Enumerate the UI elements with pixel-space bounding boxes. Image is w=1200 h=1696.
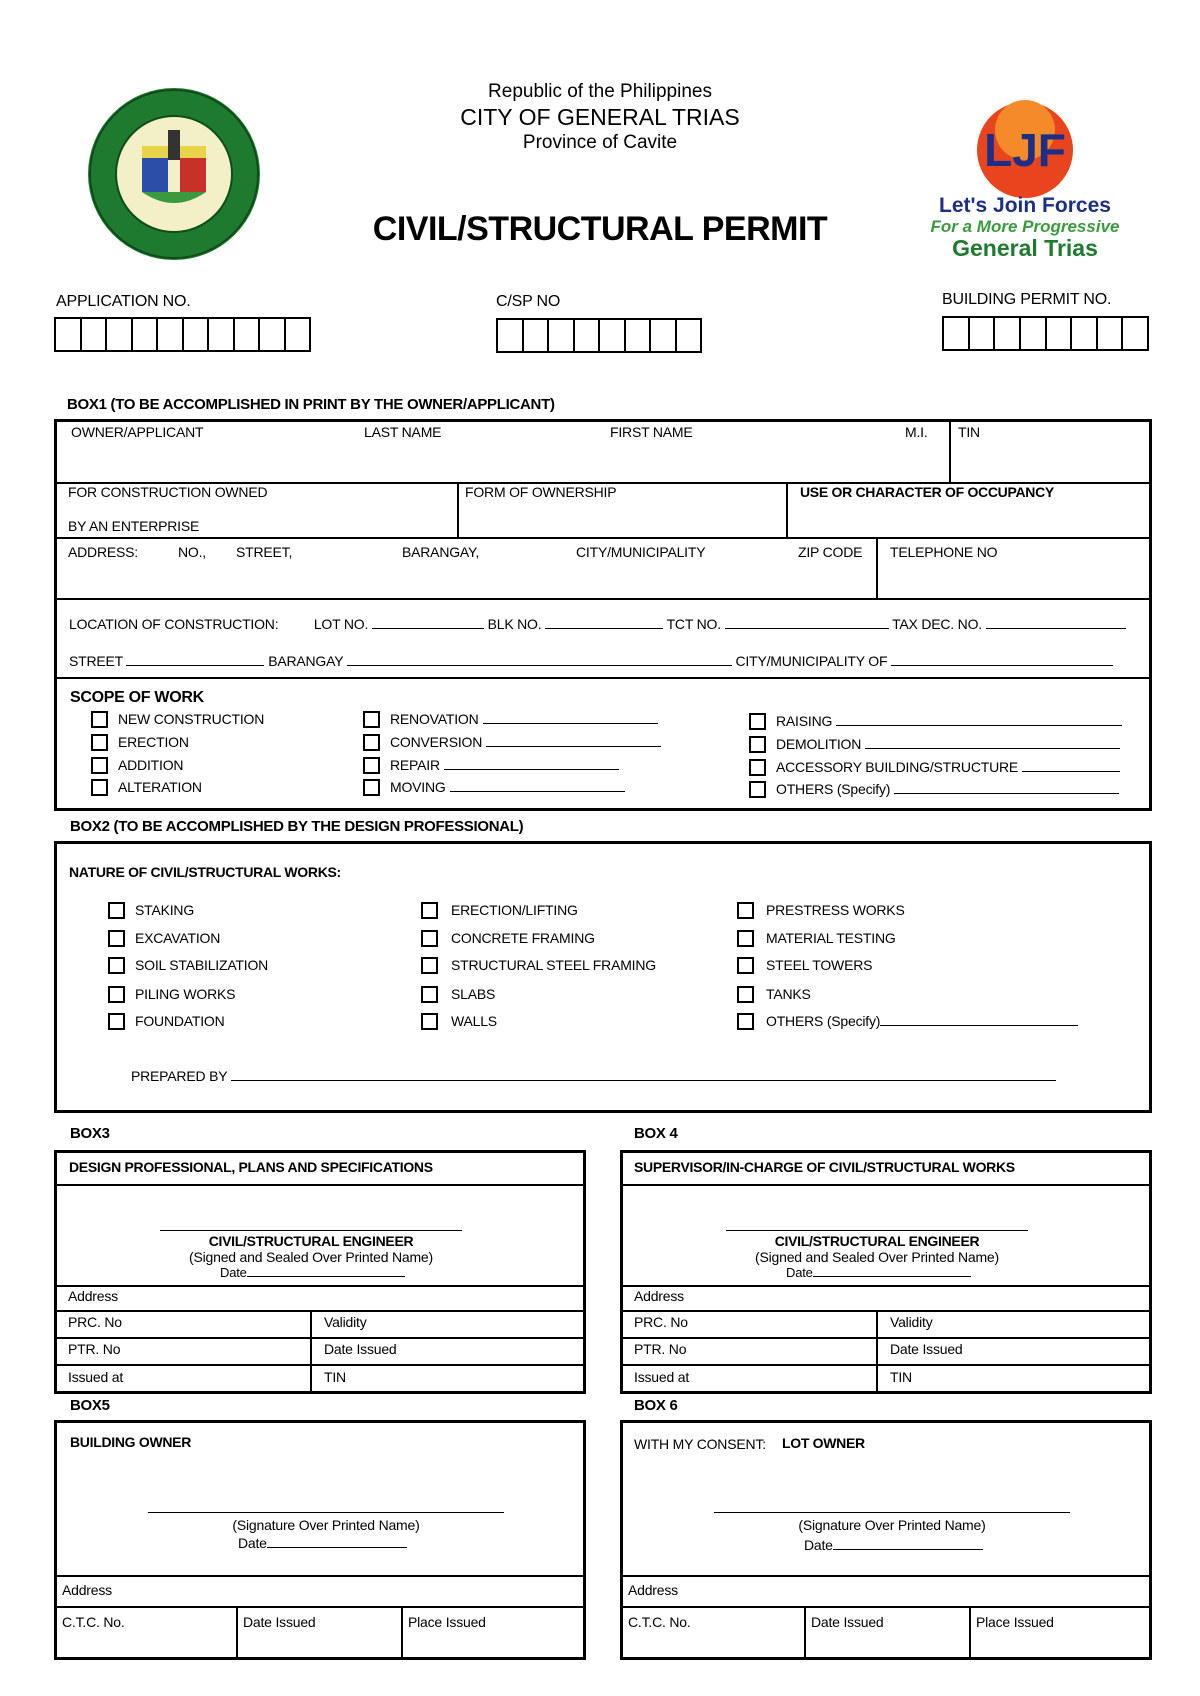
- address-label: ADDRESS:: [68, 544, 138, 560]
- box6-date-row: Date: [804, 1537, 983, 1553]
- for-construction-label: FOR CONSTRUCTION OWNED: [68, 484, 268, 500]
- checkbox-moving[interactable]: [363, 779, 380, 796]
- field-others-specify[interactable]: [880, 1013, 1078, 1026]
- address-field[interactable]: [60, 562, 870, 594]
- scope-of-work-label: SCOPE OF WORK: [70, 689, 204, 706]
- checkbox-structural-steel-framing[interactable]: [421, 957, 438, 974]
- box4-date-field[interactable]: [813, 1266, 971, 1277]
- box5-place-issued-label: Place Issued: [408, 1614, 486, 1630]
- address-street-label: STREET,: [236, 544, 293, 560]
- box6-consent-label: WITH MY CONSENT:: [634, 1436, 766, 1452]
- label-prestress-works: PRESTRESS WORKS: [766, 902, 905, 918]
- checkbox-material-testing[interactable]: [737, 930, 754, 947]
- field-repair[interactable]: [444, 757, 619, 770]
- tin-label: TIN: [958, 424, 980, 440]
- location-row-2: [69, 653, 1113, 669]
- box3-date-field[interactable]: [247, 1266, 405, 1277]
- checkbox-foundation[interactable]: [108, 1013, 125, 1030]
- checkbox-conversion[interactable]: [363, 734, 380, 751]
- checkbox-addition[interactable]: [91, 757, 108, 774]
- zip-code-label: ZIP CODE: [798, 544, 863, 560]
- ownership-field[interactable]: [462, 500, 782, 532]
- box5-date-field[interactable]: [267, 1535, 407, 1548]
- checkbox-others-specify[interactable]: [737, 1013, 754, 1030]
- label-foundation: FOUNDATION: [135, 1013, 225, 1029]
- box4-engineer-label: CIVIL/STRUCTURAL ENGINEER: [774, 1233, 980, 1249]
- nature-of-works-label: NATURE OF CIVIL/STRUCTURAL WORKS:: [69, 864, 341, 880]
- label-tanks: TANKS: [766, 986, 811, 1002]
- box3-label: BOX3: [70, 1125, 110, 1142]
- box4-ptr-no-label: PTR. No: [634, 1341, 687, 1357]
- province-text: Province of Cavite: [522, 132, 678, 153]
- label-walls: WALLS: [451, 1013, 497, 1029]
- box4-label: BOX 4: [634, 1125, 678, 1142]
- checkbox-prestress-works[interactable]: [737, 902, 754, 919]
- address-no-label: NO.,: [178, 544, 206, 560]
- telephone-no-label: TELEPHONE NO: [890, 544, 998, 560]
- occupancy-field[interactable]: [792, 500, 1147, 532]
- address-city-label: CITY/MUNICIPALITY: [576, 544, 706, 560]
- ljf-logo: [970, 100, 1080, 200]
- checkbox-alteration[interactable]: [91, 779, 108, 796]
- building-permit-no-boxes[interactable]: [942, 316, 1149, 351]
- label-soil-stabilization: SOIL STABILIZATION: [135, 957, 269, 973]
- ljf-tagline-3: General Trias: [952, 235, 1098, 261]
- label-others-specify: OTHERS (Specify): [766, 1013, 881, 1029]
- checkbox-repair[interactable]: [363, 757, 380, 774]
- box4-title: SUPERVISOR/IN-CHARGE OF CIVIL/STRUCTURAL WORKS: [634, 1159, 1015, 1175]
- checkbox-piling-works[interactable]: [108, 986, 125, 1003]
- republic-text: Republic of the Philippines: [488, 81, 712, 102]
- use-of-occupancy-label: USE OR CHARACTER OF OCCUPANCY: [800, 484, 1054, 500]
- location-row-1: [69, 616, 1126, 632]
- blk-no-label: BLK NO.: [487, 616, 542, 632]
- ljf-letters: LJF: [984, 124, 1066, 176]
- label-addition: ADDITION: [118, 757, 184, 773]
- field-accessory-building-structure[interactable]: [1022, 759, 1120, 772]
- label-accessory-building-structure: ACCESSORY BUILDING/STRUCTURE: [776, 759, 1019, 775]
- box3-date-issued-label: Date Issued: [324, 1341, 397, 1357]
- box3-issued-at-label: Issued at: [68, 1369, 124, 1385]
- field-moving[interactable]: [450, 779, 625, 792]
- city-of-field[interactable]: [891, 653, 1113, 666]
- checkbox-new-construction[interactable]: [91, 711, 108, 728]
- box4-address-label: Address: [634, 1288, 684, 1304]
- field-demolition[interactable]: [865, 736, 1120, 749]
- box4-date-row: Date: [786, 1265, 971, 1280]
- location-label: LOCATION OF CONSTRUCTION:: [69, 616, 279, 632]
- box4-signed-label: (Signed and Sealed Over Printed Name): [755, 1249, 999, 1265]
- tin-field[interactable]: [955, 442, 1145, 478]
- building-permit-no-label: BUILDING PERMIT NO.: [942, 291, 1112, 308]
- application-no-boxes[interactable]: [54, 317, 311, 352]
- box3-ptr-no-label: PTR. No: [68, 1341, 121, 1357]
- checkbox-tanks[interactable]: [737, 986, 754, 1003]
- box6-signature-label: (Signature Over Printed Name): [798, 1517, 986, 1533]
- label-erection-lifting: ERECTION/LIFTING: [451, 902, 578, 918]
- box4-validity-label: Validity: [890, 1314, 933, 1330]
- form-of-ownership-label: FORM OF OWNERSHIP: [465, 484, 617, 500]
- box3-prc-no-label: PRC. No: [68, 1314, 122, 1330]
- barangay-field[interactable]: [347, 653, 732, 666]
- checkbox-others-specify[interactable]: [749, 781, 766, 798]
- street-field[interactable]: [126, 653, 264, 666]
- box1-title: BOX1 (TO BE ACCOMPLISHED IN PRINT BY THE OWNER/APPLICANT): [67, 396, 555, 413]
- box3-engineer-label: CIVIL/STRUCTURAL ENGINEER: [208, 1233, 414, 1249]
- csp-no-boxes[interactable]: [496, 318, 702, 353]
- lot-no-label: LOT NO.: [313, 616, 369, 632]
- label-moving: MOVING: [390, 779, 446, 795]
- prepared-by-label: PREPARED BY: [131, 1068, 228, 1084]
- lot-no-field[interactable]: [372, 616, 484, 629]
- prepared-by-row: [131, 1068, 1056, 1084]
- box6-place-issued-label: Place Issued: [976, 1614, 1054, 1630]
- tct-no-label: TCT NO.: [666, 616, 721, 632]
- label-staking: STAKING: [135, 902, 195, 918]
- box5-label: BOX5: [70, 1397, 110, 1414]
- box4-date-issued-label: Date Issued: [890, 1341, 963, 1357]
- checkbox-soil-stabilization[interactable]: [108, 957, 125, 974]
- by-enterprise-label: BY AN ENTERPRISE: [68, 518, 200, 534]
- application-no-label: APPLICATION NO.: [56, 293, 191, 310]
- first-name-label: FIRST NAME: [610, 424, 693, 440]
- telephone-field[interactable]: [882, 562, 1146, 594]
- mi-label: M.I.: [905, 424, 928, 440]
- box3-validity-label: Validity: [324, 1314, 367, 1330]
- checkbox-concrete-framing[interactable]: [421, 930, 438, 947]
- box3-signed-label: (Signed and Sealed Over Printed Name): [189, 1249, 433, 1265]
- box4-issued-at-label: Issued at: [634, 1369, 690, 1385]
- label-erection: ERECTION: [118, 734, 189, 750]
- field-conversion[interactable]: [486, 734, 661, 747]
- checkbox-accessory-building-structure[interactable]: [749, 759, 766, 776]
- tax-dec-no-field[interactable]: [986, 616, 1126, 629]
- csp-no-label: C/SP NO: [496, 293, 561, 310]
- box5-date-issued-label: Date Issued: [243, 1614, 316, 1630]
- box4-prc-no-label: PRC. No: [634, 1314, 688, 1330]
- box3-title: DESIGN PROFESSIONAL, PLANS AND SPECIFICATIONS: [69, 1159, 433, 1175]
- last-name-label: LAST NAME: [364, 424, 442, 440]
- checkbox-erection[interactable]: [91, 734, 108, 751]
- box3-address-label: Address: [68, 1288, 118, 1304]
- box6-address-label: Address: [628, 1582, 678, 1598]
- checkbox-raising[interactable]: [749, 713, 766, 730]
- tct-no-field[interactable]: [725, 616, 889, 629]
- label-raising: RAISING: [776, 713, 833, 729]
- label-alteration: ALTERATION: [118, 779, 202, 795]
- box6-date-field[interactable]: [833, 1537, 983, 1550]
- label-new-construction: NEW CONSTRUCTION: [118, 711, 265, 727]
- field-renovation[interactable]: [483, 711, 658, 724]
- box5-address-label: Address: [62, 1582, 112, 1598]
- checkbox-walls[interactable]: [421, 1013, 438, 1030]
- tax-dec-no-label: TAX DEC. NO.: [892, 616, 982, 632]
- field-raising[interactable]: [836, 713, 1122, 726]
- box3-date-row: Date: [220, 1265, 405, 1280]
- label-steel-towers: STEEL TOWERS: [766, 957, 873, 973]
- box6-ctc-no-label: C.T.C. No.: [628, 1614, 691, 1630]
- page-title: CIVIL/STRUCTURAL PERMIT: [372, 210, 828, 248]
- box5-ctc-no-label: C.T.C. No.: [62, 1614, 125, 1630]
- field-others-specify[interactable]: [894, 781, 1119, 794]
- city-name: CITY OF GENERAL TRIAS: [460, 104, 740, 130]
- checkbox-slabs[interactable]: [421, 986, 438, 1003]
- checkbox-excavation[interactable]: [108, 930, 125, 947]
- label-others-specify: OTHERS (Specify): [776, 781, 891, 797]
- checkbox-demolition[interactable]: [749, 736, 766, 753]
- box4-tin-label: TIN: [890, 1369, 912, 1385]
- label-conversion: CONVERSION: [390, 734, 483, 750]
- label-structural-steel-framing: STRUCTURAL STEEL FRAMING: [451, 957, 656, 973]
- box2-title: BOX2 (TO BE ACCOMPLISHED BY THE DESIGN PROFESSIONAL): [70, 818, 524, 835]
- blk-no-field[interactable]: [545, 616, 663, 629]
- checkbox-steel-towers[interactable]: [737, 957, 754, 974]
- label-demolition: DEMOLITION: [776, 736, 862, 752]
- checkbox-renovation[interactable]: [363, 711, 380, 728]
- label-excavation: EXCAVATION: [135, 930, 221, 946]
- label-renovation: RENOVATION: [390, 711, 479, 727]
- barangay-label: BARANGAY: [268, 653, 344, 669]
- label-piling-works: PILING WORKS: [135, 986, 236, 1002]
- label-slabs: SLABS: [451, 986, 496, 1002]
- box6-date-issued-label: Date Issued: [811, 1614, 884, 1630]
- prepared-by-field[interactable]: [231, 1068, 1056, 1081]
- owner-applicant-label: OWNER/APPLICANT: [71, 424, 204, 440]
- owner-name-field[interactable]: [60, 442, 940, 478]
- box3-tin-label: TIN: [324, 1369, 346, 1385]
- ljf-tagline-1: Let's Join Forces: [939, 194, 1111, 217]
- label-repair: REPAIR: [390, 757, 440, 773]
- label-concrete-framing: CONCRETE FRAMING: [451, 930, 595, 946]
- city-seal-logo: [86, 86, 262, 262]
- address-barangay-label: BARANGAY,: [402, 544, 480, 560]
- box6-label: BOX 6: [634, 1397, 678, 1414]
- street-label: STREET: [69, 653, 123, 669]
- city-of-label: CITY/MUNICIPALITY OF: [735, 653, 888, 669]
- box5-signature-label: (Signature Over Printed Name): [232, 1517, 420, 1533]
- checkbox-erection-lifting[interactable]: [421, 902, 438, 919]
- box6-title: LOT OWNER: [782, 1435, 865, 1451]
- box5-title: BUILDING OWNER: [70, 1434, 192, 1450]
- ljf-tagline-2: For a More Progressive: [930, 217, 1120, 236]
- checkbox-staking[interactable]: [108, 902, 125, 919]
- label-material-testing: MATERIAL TESTING: [766, 930, 896, 946]
- box5-date-row: Date: [238, 1535, 407, 1551]
